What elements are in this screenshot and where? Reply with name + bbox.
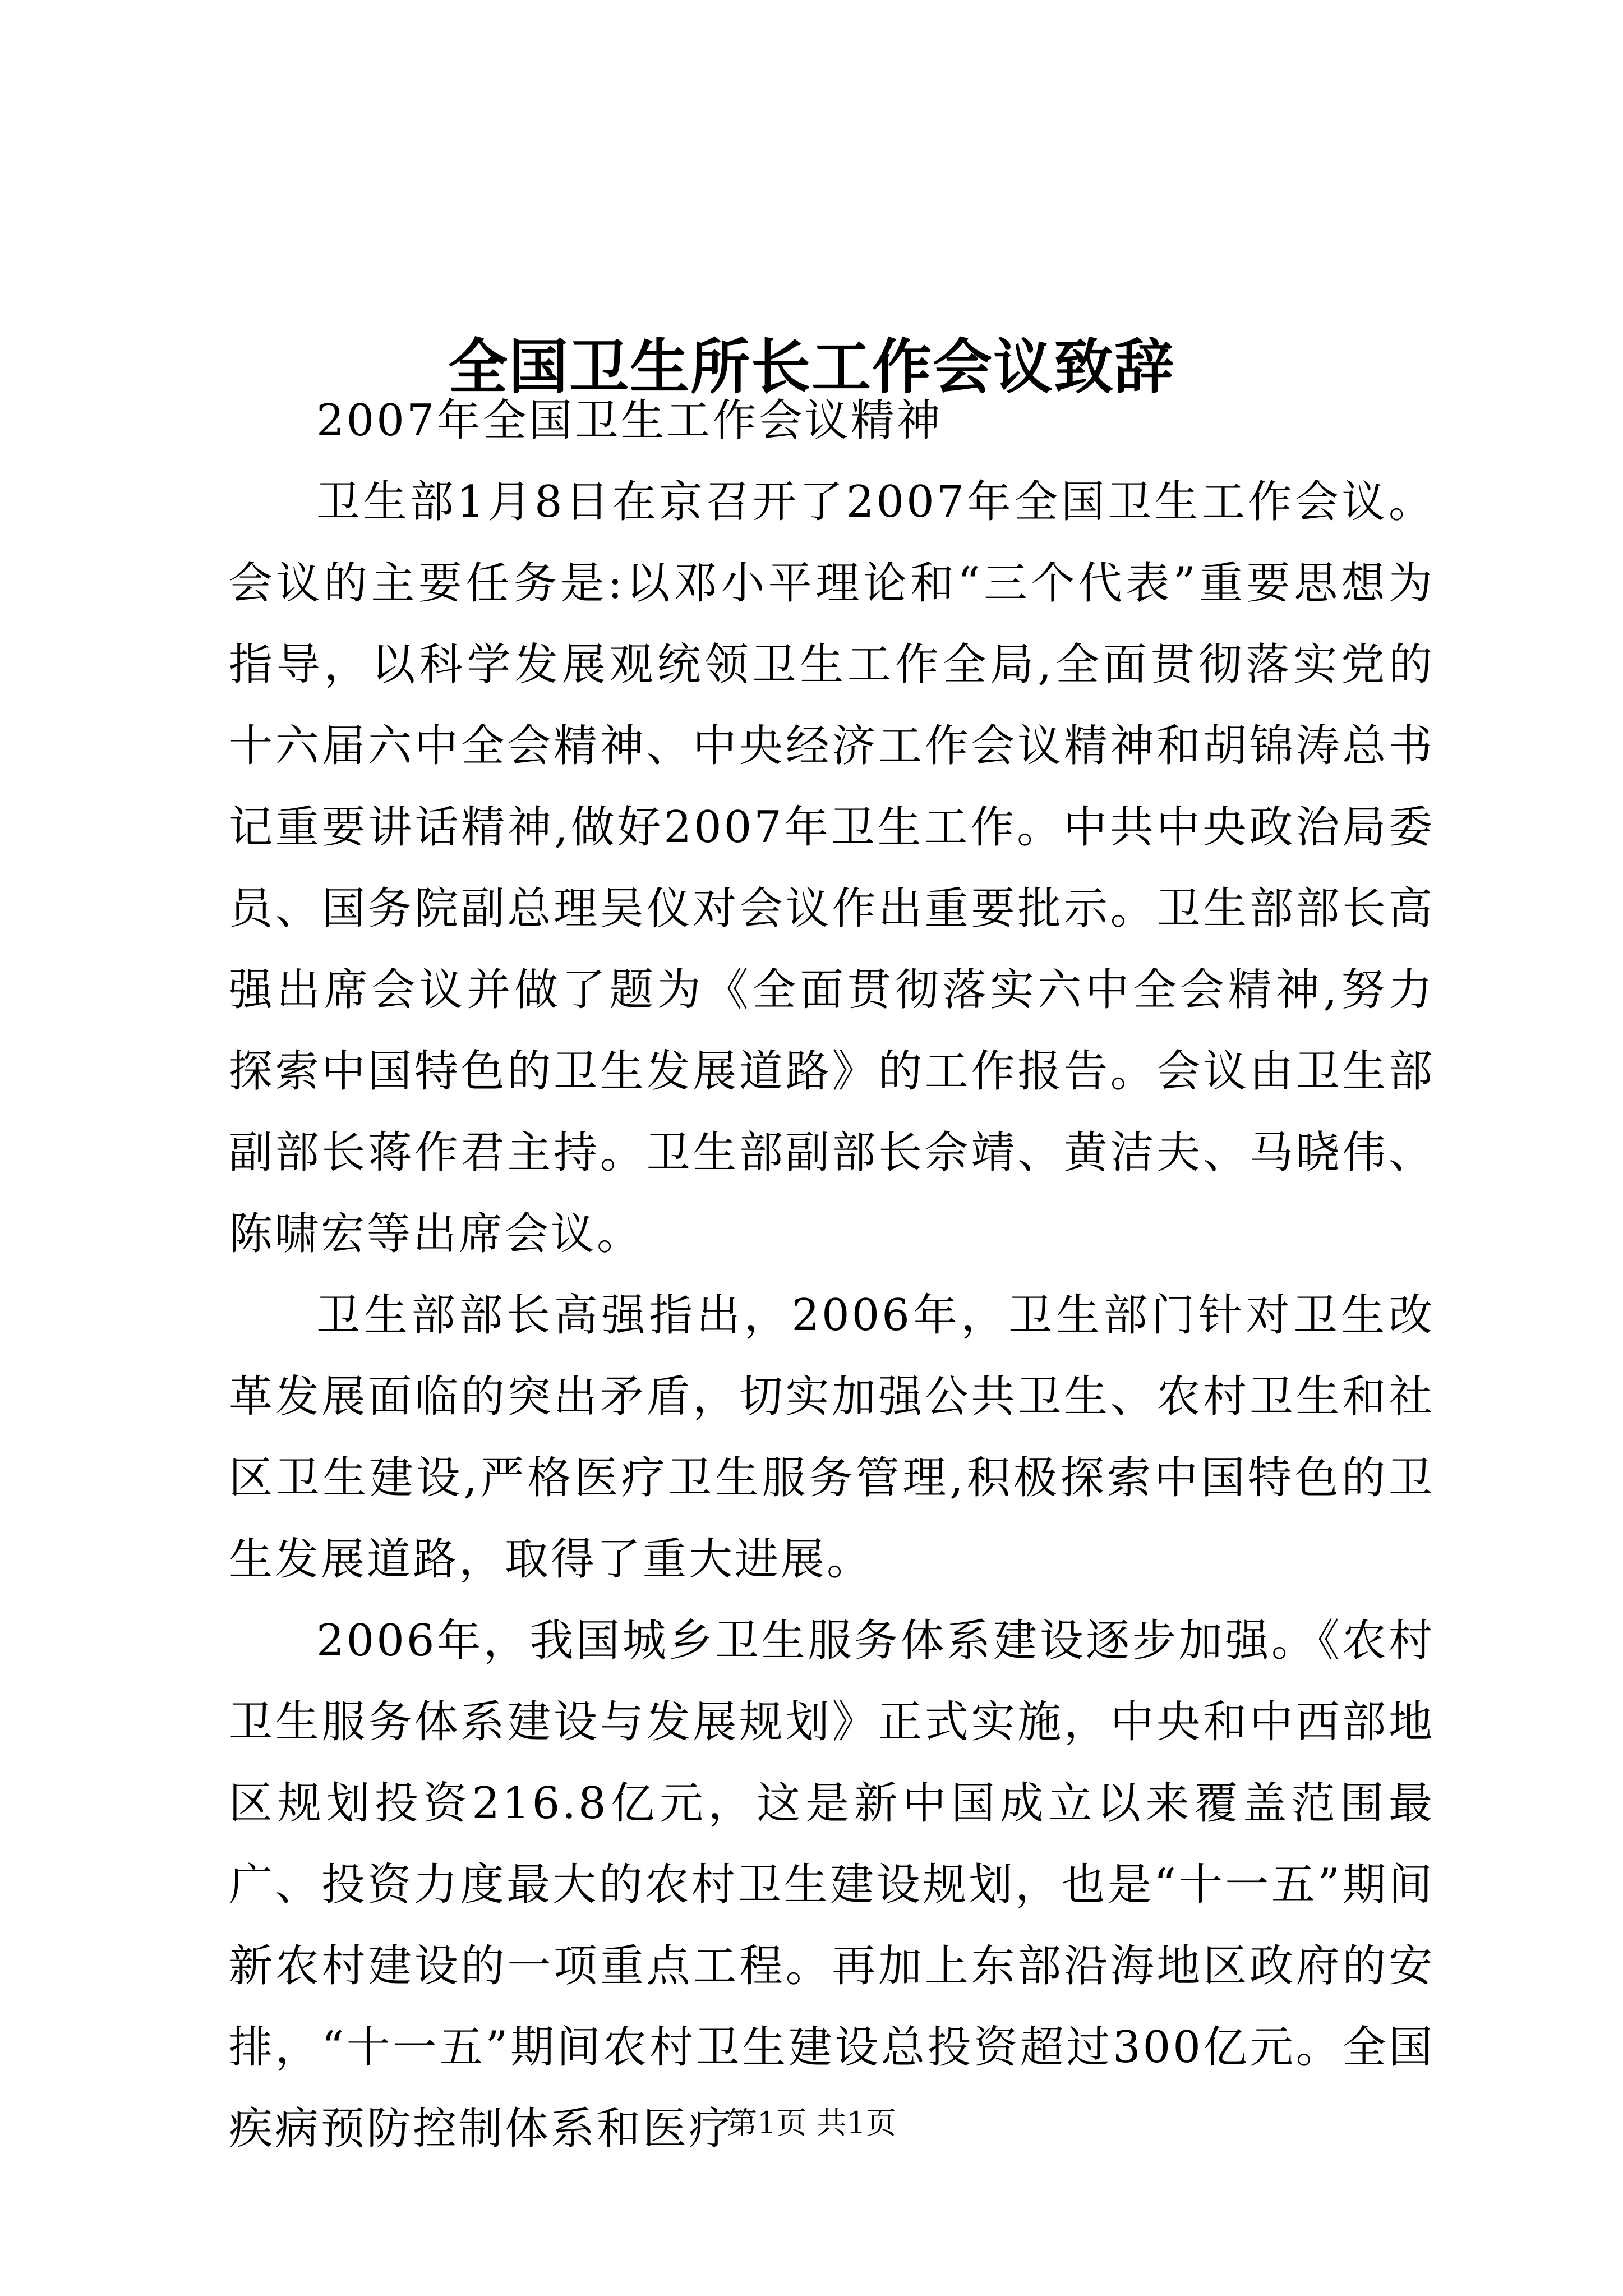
document-title: 全国卫生所长工作会议致辞 xyxy=(448,332,1175,402)
page-number-footer: 第1页 共1页 xyxy=(727,2105,896,2141)
document-body xyxy=(229,380,1435,2170)
paragraph-minister-remarks: 卫生部部长高强指出，2006年，卫生部门针对卫生改革发展面临的突出矛盾，切实加强公共卫生、农村卫生和社区卫生建设,严格医疗卫生服务管理,积极探索中国特色的卫生发展道路，取得了重大进展。 xyxy=(229,1290,1435,1585)
paragraph-meeting-overview: 卫生部1月8日在京召开了2007年全国卫生工作会议。会议的主要任务是:以邓小平理论和“三个代表”重要思想为指导，以科学发展观统领卫生工作全局,全面贯彻落实党的十六届六中全会精神、中央经济工作会议精神和胡锦涛总书记重要讲话精神,做好2007年卫生工作。中共中央政治局委员、国务院副总理吴仪对会议作出重要批示。卫生部部长高强出席会议并做了题为《全面贯彻落实六中全会精神,努力探索中国特色的卫生发展道路》的工作报告。会议由卫生部副部长蒋作君主持。卫生部副部长佘靖、黄洁夫、马晓伟、陈啸宏等出席会议。 xyxy=(229,477,1435,1259)
paragraph-meeting-spirit: 2007年全国卫生工作会议精神 xyxy=(316,395,943,446)
paragraph-service-system: 2006年，我国城乡卫生服务体系建设逐步加强。《农村卫生服务体系建设与发展规划》正式实施，中央和中西部地区规划投资216.8亿元，这是新中国成立以来覆盖范围最广、投资力度最大的农村卫生建设规划，也是“十一五”期间新农村建设的一项重点工程。再加上东部沿海地区政府的安排，“十一五”期间农村卫生建设总投资超过300亿元。全国疾病预防控制体系和医疗 xyxy=(229,1616,1435,2154)
